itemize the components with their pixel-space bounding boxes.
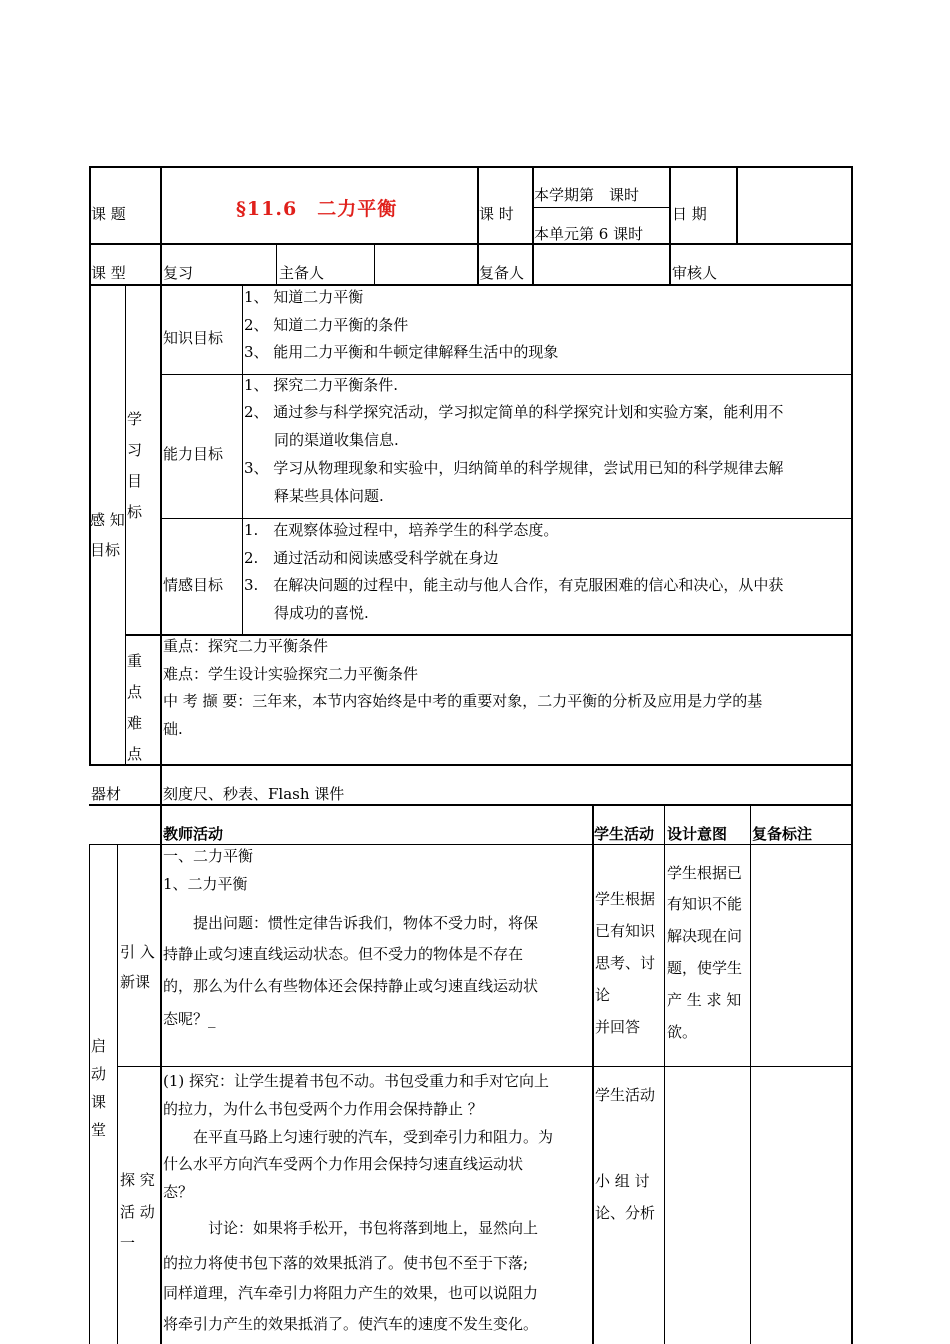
knowledge-goal-label: 知识目标 — [163, 329, 224, 347]
text-line: 并回答 — [595, 1018, 641, 1036]
learning-goal-label: 学习目标 — [127, 410, 143, 521]
ability-goal-label: 能力目标 — [163, 445, 224, 463]
intro-label-2: 新课 — [120, 973, 151, 991]
explore-label-2: 活 动 — [120, 1203, 155, 1221]
text-line: 学生根据已 — [667, 864, 743, 882]
list-item: 2、 通过参与科学探究活动，学习拟定简单的科学探究计划和实验方案，能利用不 — [244, 403, 784, 421]
text-line: 什么水平方向汽车受两个力作用会保持匀速直线运动状 — [163, 1155, 524, 1173]
list-item: 重点：探究二力平衡条件 — [163, 637, 329, 655]
text-line: 在平直马路上匀速行驶的汽车，受到牵引力和阻力。为 — [163, 1128, 554, 1146]
equipment-label: 器材 — [91, 785, 122, 803]
perception-label: 感 知目标 — [90, 511, 125, 559]
explore-label-3: 一 — [120, 1234, 136, 1252]
text-line: 的拉力将使书包下落的效果抵消了。使书包不至于下落; — [163, 1254, 529, 1272]
text-line: 思考、讨 — [595, 954, 656, 972]
text-line: 持静止或匀速直线运动状态。但不受力的物体是不存在 — [163, 945, 524, 963]
text-line: 小 组 讨 — [595, 1172, 650, 1190]
text-line: 1、二力平衡 — [163, 875, 248, 893]
text-line: 态？ — [163, 1183, 194, 1201]
list-item: 3、 能用二力平衡和牛顿定律解释生活中的现象 — [244, 343, 559, 361]
list-item: 础. — [163, 720, 183, 738]
hours-term: 本学期第 课时 — [534, 186, 640, 204]
type-value: 复习 — [163, 264, 194, 282]
list-item: 同的渠道收集信息. — [274, 431, 399, 449]
list-item: 难点：学生设计实验探究二力平衡条件 — [163, 665, 419, 683]
start-class-label: 启动课堂 — [91, 1037, 107, 1139]
emotion-goal-label: 情感目标 — [163, 576, 224, 594]
teacher-activity-header: 教师活动 — [163, 825, 224, 843]
date-label: 日 期 — [672, 205, 707, 223]
lead-label: 主备人 — [279, 264, 325, 282]
list-item: 得成功的喜悦. — [274, 604, 369, 622]
text-line: 欲。 — [667, 1023, 698, 1041]
list-item: 3. 在解决问题的过程中，能主动与他人合作，有克服困难的信心和决心，从中获 — [244, 576, 784, 594]
text-line: 学生活动 — [595, 1086, 656, 1104]
hours-label: 课 时 — [479, 205, 514, 223]
text-line: 有知识不能 — [667, 895, 743, 913]
text-line: 的拉力，为什么书包受两个力作用会保持静止 ？ — [163, 1100, 483, 1118]
text-line: 提出问题：惯性定律告诉我们，物体不受力时，将保 — [163, 914, 539, 932]
text-line: 的，那么为什么有些物体还会保持静止或匀速直线运动状 — [163, 977, 539, 995]
text-line: 一、二力平衡 — [163, 847, 254, 865]
text-line: 解决现在问 — [667, 927, 743, 945]
text-line: (1) 探究：让学生提着书包不动。书包受重力和手对它向上 — [163, 1072, 550, 1090]
type-label: 课 型 — [91, 264, 126, 282]
text-line: 将牵引力产生的效果抵消了。使汽车的速度不发生变化。 — [163, 1315, 539, 1333]
list-item: 3、 学习从物理现象和实验中，归纳简单的科学规律，尝试用已知的科学规律去解 — [244, 459, 784, 477]
list-item: 2. 通过活动和阅读感受科学就在身边 — [244, 549, 499, 567]
equipment-value: 刻度尺、秒表、Flash 课件 — [163, 785, 345, 803]
text-line: 题，使学生 — [667, 959, 743, 977]
topic-label: 课 题 — [91, 205, 126, 223]
list-item: 1、 知道二力平衡 — [244, 288, 364, 306]
text-line: 学生根据 — [595, 890, 656, 908]
co-label: 复备人 — [479, 264, 525, 282]
student-activity-header: 学生活动 — [594, 825, 655, 843]
text-line: 产 生 求 知 — [667, 991, 742, 1009]
text-line: 论、分析 — [595, 1204, 656, 1222]
review-label: 审核人 — [672, 264, 718, 282]
text-line: 讨论：如果将手松开，书包将落到地上，显然向上 — [163, 1219, 539, 1237]
text-line: 已有知识 — [595, 922, 656, 940]
text-line: 同样道理，汽车牵引力将阻力产生的效果，也可以说阻力 — [163, 1284, 539, 1302]
explore-label: 探 究 — [120, 1171, 155, 1189]
list-item: 1、 探究二力平衡条件. — [244, 376, 399, 394]
review-note-header: 复备标注 — [752, 825, 813, 843]
list-item: 中 考 撷 要：三年来，本节内容始终是中考的重要对象，二力平衡的分析及应用是力学的基 — [163, 692, 763, 710]
key-points-label: 重点难点 — [127, 652, 143, 763]
lesson-title: §11.6 二力平衡 — [236, 198, 398, 220]
list-item: 2、 知道二力平衡的条件 — [244, 316, 409, 334]
hours-unit: 本单元第 6 课时 — [534, 225, 644, 243]
design-intent-header: 设计意图 — [667, 825, 728, 843]
text-line: 态呢？_ — [163, 1010, 216, 1028]
intro-label: 引 入 — [120, 943, 155, 961]
text-line: 论 — [595, 986, 611, 1004]
list-item: 1. 在观察体验过程中，培养学生的科学态度。 — [244, 521, 559, 539]
list-item: 释某些具体问题. — [274, 487, 384, 505]
